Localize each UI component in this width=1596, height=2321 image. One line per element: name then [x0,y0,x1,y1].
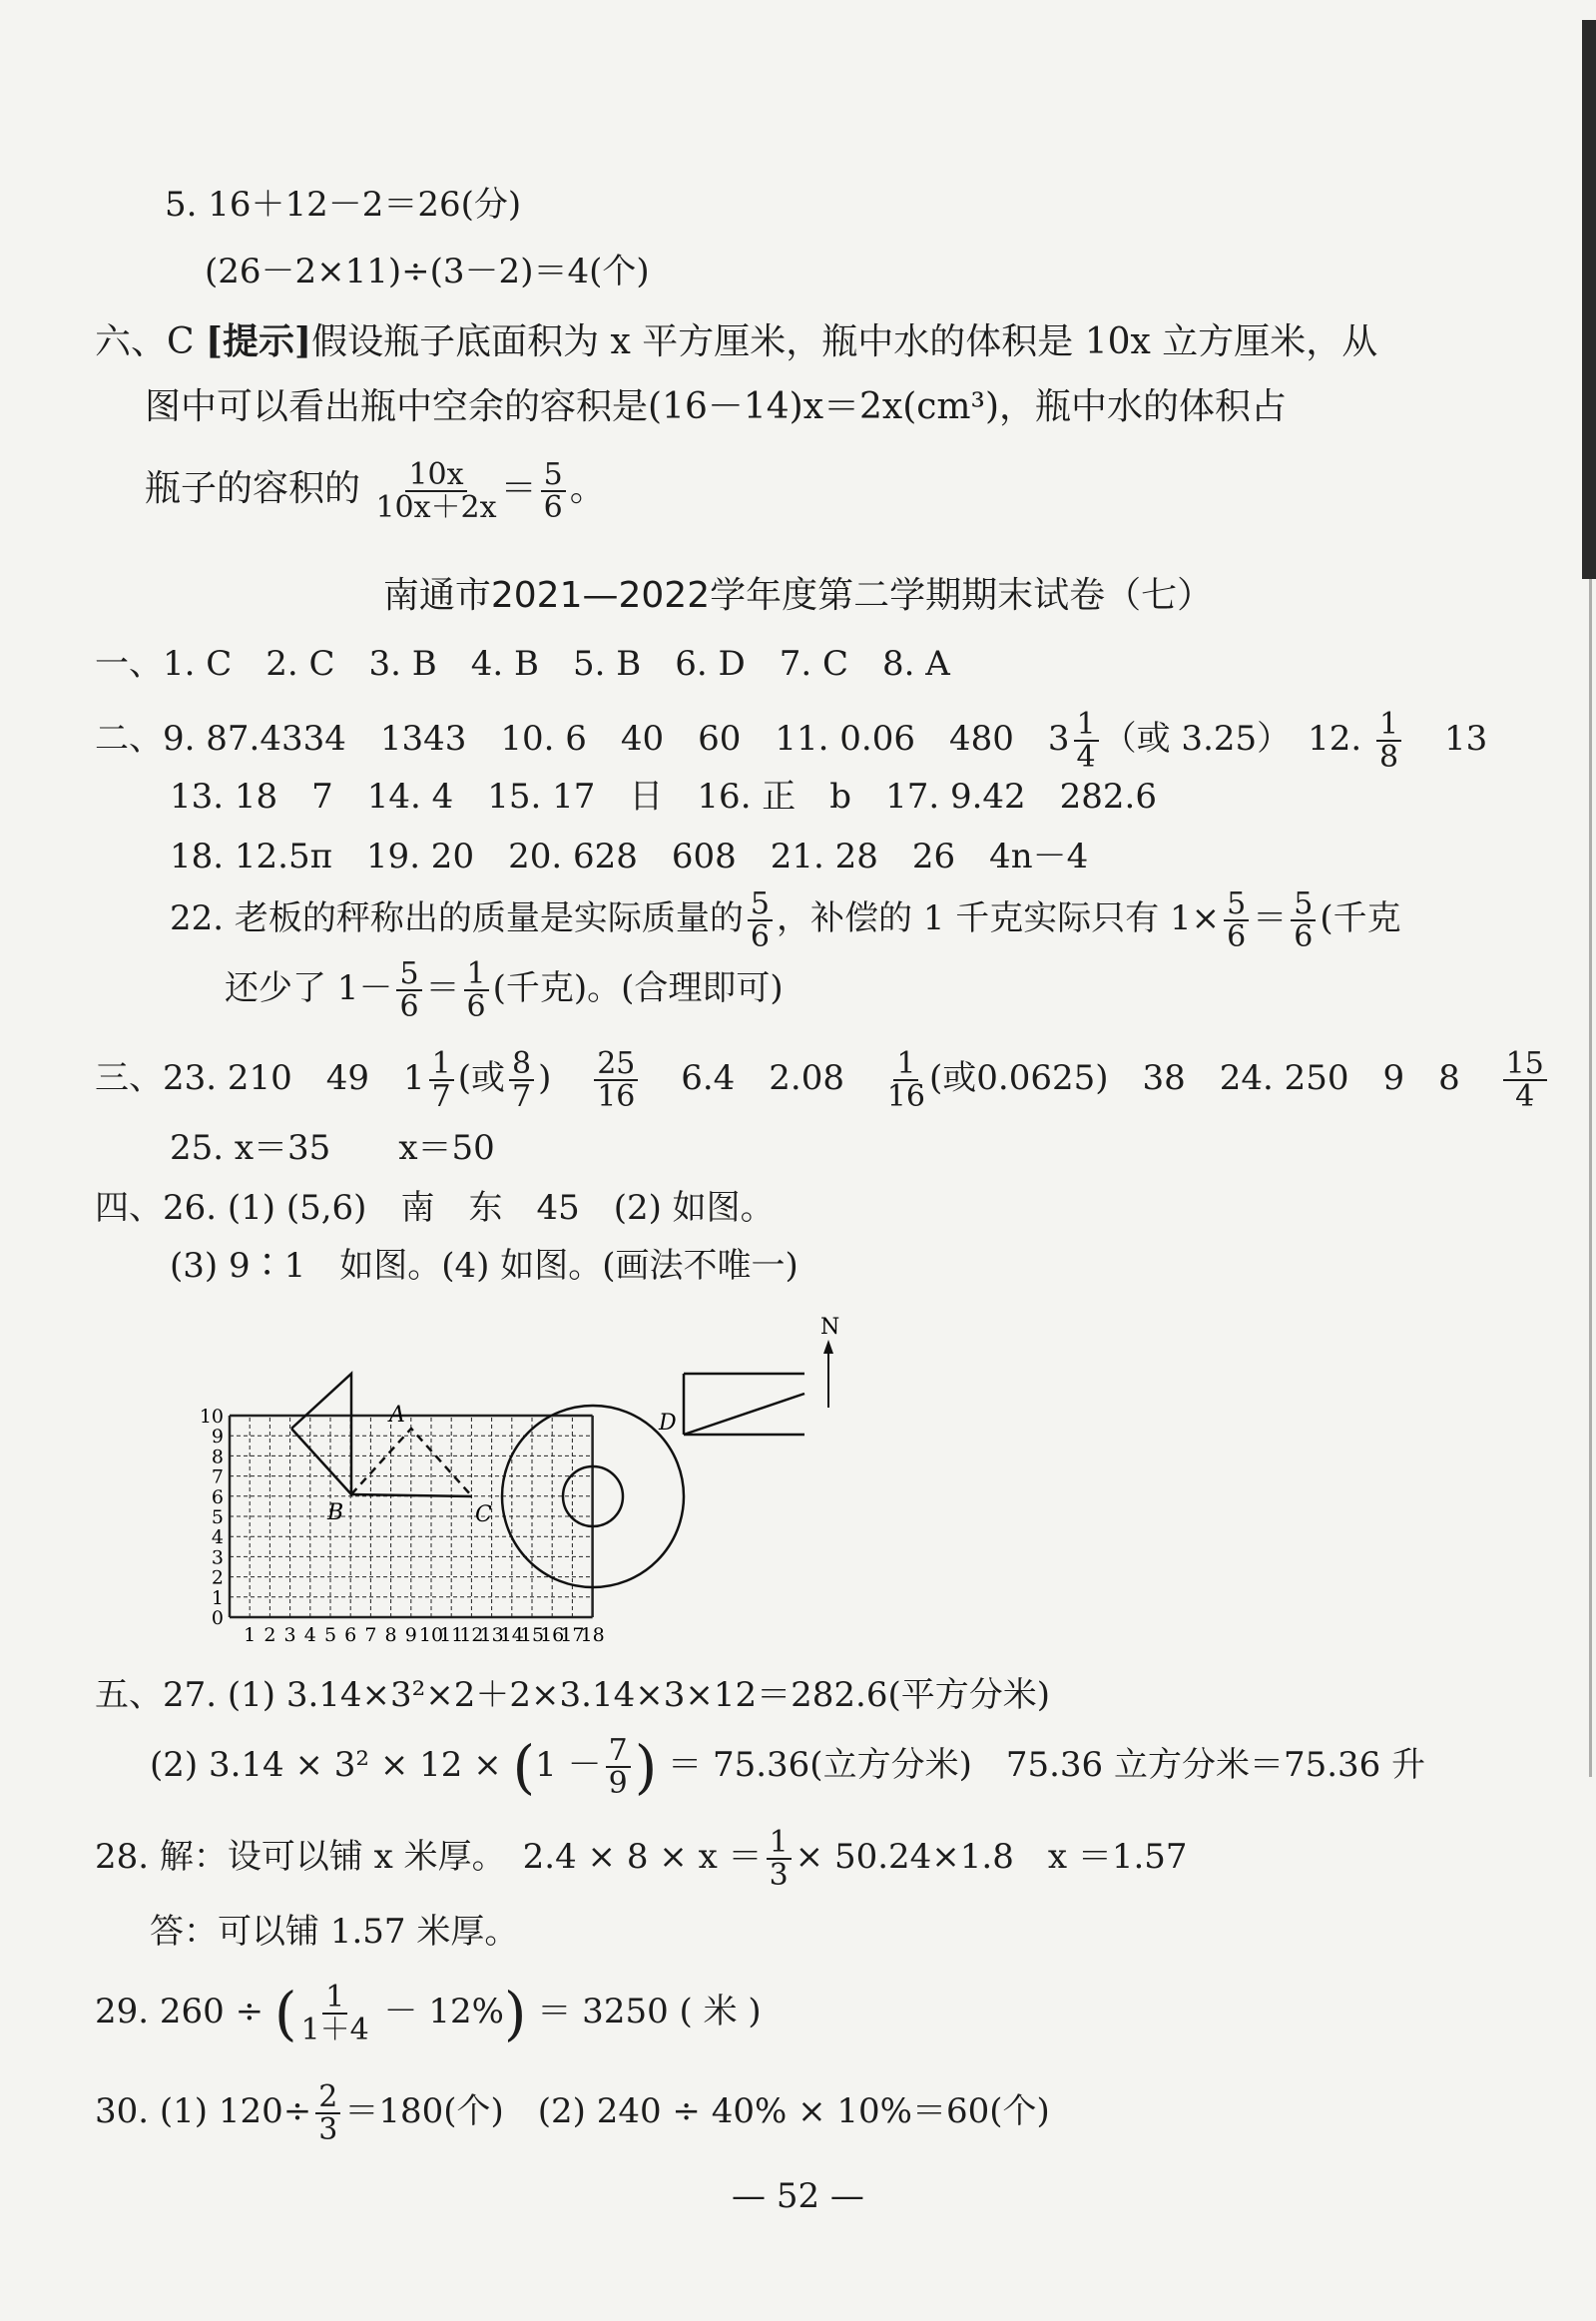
coordinate-grid-figure [200,1298,858,1657]
q30-line: 30. (1) 120÷ $\frac{2}{3}$ ＝180(个) (2) 240 ÷ 40% × 10%＝60(个) [95,2078,1050,2147]
section3-line1: 三、23. 210 49 1 $\frac{1}{7}$ (或 $\frac{8}{7}$ ) $\frac{25}{16}$ 6.4 2.08 $\frac{1}{16}$ (或0.0625) 38 24. 250 9 8 $\frac{15}{4}$ [95,1038,1551,1118]
y-tick-label: 1 [211,1586,224,1609]
section1-answers: 一、1. C 2. C 3. B 4. B 5. B 6. D 7. C 8. A [95,644,950,684]
section2-line3: 18. 12.5π 19. 20 20. 628 608 21. 28 26 4n－4 [170,837,1089,876]
y-tick-label: 8 [211,1446,224,1468]
six-result-fraction: $\frac{5}{6}$ [541,459,566,524]
y-tick-label: 6 [211,1485,224,1508]
q25-line: 25. x＝35 x＝50 [170,1128,495,1168]
y-tick-label: 10 [200,1406,224,1428]
y-tick-label: 4 [211,1526,224,1549]
x-tick-label: 11 [439,1624,464,1646]
x-tick-label: 3 [283,1624,296,1646]
x-tick-label: 8 [384,1624,397,1646]
y-tick-label: 9 [211,1426,224,1449]
x-tick-label: 17 [560,1624,585,1646]
six-text1: 假设瓶子底面积为 x 平方厘米，瓶中水的体积是 10x 立方厘米，从 [311,321,1378,362]
rect-diagonal [684,1394,804,1435]
point-d-label: D [659,1411,677,1436]
y-tick-label: 0 [211,1607,224,1629]
x-tick-label: 15 [519,1624,545,1646]
q22-line2: 还少了 1－ $\frac{5}{6}$ ＝ $\frac{1}{6}$ (千克)。(合理即可) [225,955,784,1024]
y-tick-label: 3 [211,1546,224,1569]
x-tick-label: 12 [459,1624,484,1646]
north-label: N [820,1315,840,1340]
y-tick-label: 2 [211,1566,224,1589]
q28-answer: 答：可以铺 1.57 米厚。 [150,1912,519,1952]
six-fraction: $\frac{10x}{10x+2x}$ [375,456,497,525]
q5-line2: (26－2×11)÷(3－2)＝4(个) [205,252,650,291]
exam-title: 南通市2021—2022学年度第二学期期末试卷（七） [382,575,1214,616]
y-tick-label: 7 [211,1465,224,1488]
q28-line1: 28. 解：设可以铺 x 米厚。 2.4 × 8 × x ＝ $\frac{1}{3}$ × 50.24×1.8 x ＝1.57 [95,1824,1188,1893]
q27-line2: (2) 3.14 × 3² × 12 × (1 － $\frac{7}{9}$ ) ＝ 75.36(立方分米) 75.36 立方分米＝75.36 升 [150,1732,1426,1801]
x-tick-label: 9 [404,1624,417,1646]
section2-line2: 13. 18 7 14. 4 15. 17 日 16. 正 b 17. 9.42 282.6 [170,777,1157,817]
x-tick-label: 4 [303,1624,316,1646]
q27-line1: 五、27. (1) 3.14×3²×2＋2×3.14×3×12＝282.6(平方分米) [95,1675,1050,1715]
y-axis-labels [200,1406,224,1629]
north-arrowhead-icon [823,1340,833,1354]
page-number: — 52 — [732,2176,864,2216]
x-tick-label: 14 [499,1624,524,1646]
point-a-label: A [389,1403,405,1428]
q12-fraction: $\frac{1}{8}$ [1376,709,1401,774]
x-tick-label: 18 [580,1624,605,1646]
grid-lines [230,1416,593,1617]
six-line2: 图中可以看出瓶中空余的容积是(16－14)x＝2x(cm³)，瓶中水的体积占 [145,386,1288,427]
dashed-triangle [351,1429,472,1496]
six-hint: [提示] [206,320,312,362]
six-label: 六、C [95,321,195,362]
six-line3: 瓶子的容积的 $\frac{10x}{10x+2x}$ ＝ $\frac{5}{6}$ 。 [145,456,606,525]
x-tick-label: 2 [264,1624,276,1646]
x-tick-label: 1 [244,1624,257,1646]
section2-line1: 二、9. 87.4334 1343 10. 6 40 60 11. 0.06 480 3 $\frac{1}{4}$ （或 3.25） 12. $\frac{1}{8}$ 13 [95,706,1488,775]
x-tick-label: 7 [364,1624,377,1646]
scan-edge [1582,20,1596,579]
x-tick-label: 10 [418,1624,444,1646]
q29-line: 29. 260 ÷ ( $\frac{1}{1+4}$ － 12%) ＝ 3250 ( 米 ) [95,1979,762,2047]
six-line1 [95,321,1377,362]
y-tick-label: 5 [211,1506,224,1528]
mixed-fraction: $\frac{1}{4}$ [1074,709,1099,774]
point-b-label: B [327,1500,344,1525]
q5-line1: 5. 16＋12－2＝26(分) [165,185,522,225]
x-axis-labels [244,1624,605,1646]
x-tick-label: 6 [344,1624,357,1646]
q22-line1: 22. 老板的秤称出的质量是实际质量的 $\frac{5}{6}$ ，补偿的 1 千克实际只有 1× $\frac{5}{6}$ ＝ $\frac{5}{6}$ (千克 [170,885,1401,954]
section4-line2: (3) 9∶1 如图。(4) 如图。(画法不唯一) [170,1246,798,1286]
x-tick-label: 13 [479,1624,504,1646]
six-text3: 瓶子的容积的 [145,468,361,509]
scan-edge-line [1589,579,1592,1777]
x-tick-label: 5 [323,1624,337,1646]
x-tick-label: 16 [540,1624,565,1646]
point-c-label: C [475,1502,492,1527]
section4-line1: 四、26. (1) (5,6) 南 东 45 (2) 如图。 [95,1188,775,1228]
